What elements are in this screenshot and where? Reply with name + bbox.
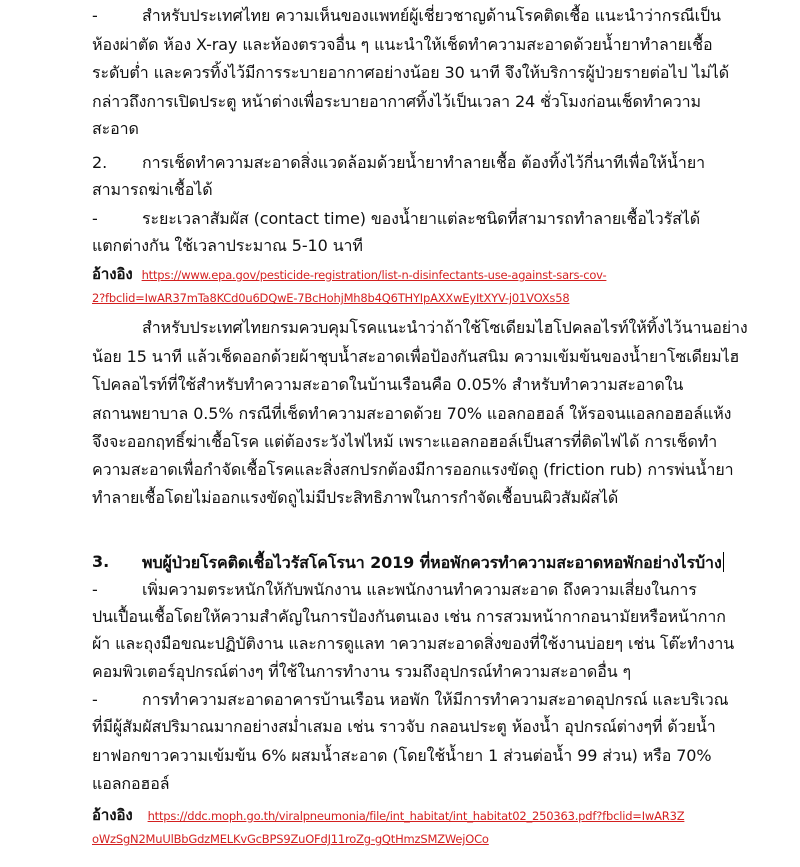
item-heading-line: การเช็ดทำความสะอาดสิ่งแวดล้อมด้วยน้ำยาทำลายเชื้อ ต้องทิ้งไว้กี่นาทีเพื่อให้น้ำยา xyxy=(142,153,705,172)
text-line: สถานพยาบาล 0.5% กรณีที่เช็ดทำความสะอาดด้วย 70% แอลกอฮอล์ ให้รอจนแอลกอฮอล์แห้ง xyxy=(92,404,732,423)
text-line: ยาฟอกขาวความเข้มข้น 6% ผสมน้ำสะอาด (โดยใช้น้ำยา 1 ส่วนต่อน้ำ 99 ส่วน) หรือ 70% xyxy=(92,746,712,765)
text-line: คอมพิวเตอร์อุปกรณ์ต่างๆ ที่ใช้ในการทำงาน รวมถึงอุปกรณ์ทำความสะอาดอื่น ๆ xyxy=(92,662,632,681)
reference-label: อ้างอิง xyxy=(92,806,133,824)
item-heading xyxy=(142,552,724,573)
bullet-dash: - xyxy=(92,690,98,709)
text-line: ที่มีผู้สัมผัสปริมาณมากอย่างสม่ำเสมอ เช่น ราวจับ กลอนประตู ห้องน้ำ อุปกรณ์ต่างๆที่ ด้วยน้ำ xyxy=(92,717,716,736)
text-line: กล่าวถึงการเปิดประตู หน้าต่างเพื่อระบายอากาศทิ้งไว้เป็นเวลา 24 ชั่วโมงก่อนเช็ดทำความ xyxy=(92,92,701,111)
item-number: 2. xyxy=(92,153,108,172)
reference-link[interactable]: https://www.epa.gov/pesticide-registration/list-n-disinfectants-use-against-sars-cov- xyxy=(141,268,607,282)
reference-link-continued[interactable]: 2?fbclid=IwAR37mTa8KCd0u6DQwE-7BcHohjMh8b4Q6THYIpAXXwEyItXYV-j01VOXs58 xyxy=(92,291,570,305)
text-cursor xyxy=(723,552,724,572)
item-number: 3. xyxy=(92,552,110,571)
text-line: จึงจะออกฤทธิ์ฆ่าเชื้อโรค แต่ต้องระวังไฟไหม้ เพราะแอลกอฮอล์เป็นสารที่ติดไฟได้ การเช็ดทำ xyxy=(92,432,718,451)
text-line: ระดับต่ำ และควรทิ้งไว้มีการระบายอากาศอย่างน้อย 30 นาที จึงให้บริการผู้ป่วยรายต่อไป ไม่ได้ xyxy=(92,63,730,82)
text-line: ผ้า และถุงมือขณะปฏิบัติงาน และการดูแลท าความสะอาดสิ่งของที่ใช้งานบ่อยๆ เช่น โต๊ะทำงาน xyxy=(92,634,735,653)
item-heading-line: สามารถฆ่าเชื้อได้ xyxy=(92,180,213,199)
item-heading-text: พบผู้ป่วยโรคติดเชื้อไวรัสโคโรนา 2019 ที่หอพักควรทำความสะอาดหอพักอย่างไรบ้าง xyxy=(142,553,722,572)
bullet-dash: - xyxy=(92,209,98,228)
text-line: ความสะอาดเพื่อกำจัดเชื้อโรคและสิ่งสกปรกต้องมีการออกแรงขัดถู (friction rub) การพ่นน้ำยา xyxy=(92,460,734,479)
text-line: สำหรับประเทศไทยกรมควบคุมโรคแนะนำว่าถ้าใช้โซเดียมไฮโปคลอไรท์ให้ทิ้งไว้นานอย่าง xyxy=(142,318,748,337)
reference-link-continued[interactable]: oWzSgN2MuUlBbGdzMELKvGcBPS9ZuOFdJ11roZg-gQtHmzSMZWejOCo xyxy=(92,832,489,846)
reference-label: อ้างอิง xyxy=(92,265,133,283)
reference-line xyxy=(92,828,489,849)
text-line: โปคลอไรท์ที่ใช้สำหรับทำความสะอาดในบ้านเรือนคือ 0.05% สำหรับทำความสะอาดใน xyxy=(92,375,684,394)
text-line: แอลกอฮอล์ xyxy=(92,774,170,793)
text-line: สะอาด xyxy=(92,119,139,138)
bullet-dash: - xyxy=(92,6,98,25)
text-line: การทำความสะอาดอาคารบ้านเรือน หอพัก ให้มีการทำความสะอาดอุปกรณ์ และบริเวณ xyxy=(142,690,729,709)
text-line: สำหรับประเทศไทย ความเห็นของแพทย์ผู้เชี่ยวชาญด้านโรคติดเชื้อ แนะนำว่ากรณีเป็น xyxy=(142,6,721,25)
reference-line xyxy=(92,264,606,285)
reference-line xyxy=(92,805,684,826)
text-line: เพิ่มความตระหนักให้กับพนักงาน และพนักงานทำความสะอาด ถึงความเสี่ยงในการ xyxy=(142,580,697,599)
reference-line xyxy=(92,287,569,308)
text-line: ระยะเวลาสัมผัส (contact time) ของน้ำยาแต่ละชนิดที่สามารถทำลายเชื้อไวรัสได้ xyxy=(142,209,701,228)
text-line: ห้องผ่าตัด ห้อง X-ray และห้องตรวจอื่น ๆ แนะนำให้เช็ดทำความสะอาดด้วยน้ำยาทำลายเชื้อ xyxy=(92,35,713,54)
text-line: น้อย 15 นาที แล้วเช็ดออกด้วยผ้าชุบน้ำสะอาดเพื่อป้องกันสนิม ความเข้มข้นของน้ำยาโซเดียมไฮ xyxy=(92,347,740,366)
reference-link[interactable]: https://ddc.moph.go.th/viralpneumonia/file/int_habitat/int_habitat02_250363.pdf?fbclid=IwAR3Z xyxy=(147,809,685,823)
bullet-dash: - xyxy=(92,580,98,599)
text-line: ทำลายเชื้อโดยไม่ออกแรงขัดถูไม่มีประสิทธิภาพในการกำจัดเชื้อบนผิวสัมผัสได้ xyxy=(92,488,619,507)
text-line: ปนเปื้อนเชื้อโดยให้ความสำคัญในการป้องกันตนเอง เช่น การสวมหน้ากากอนามัยหรือหน้ากาก xyxy=(92,607,726,626)
text-line: แตกต่างกัน ใช้เวลาประมาณ 5-10 นาที xyxy=(92,236,363,255)
